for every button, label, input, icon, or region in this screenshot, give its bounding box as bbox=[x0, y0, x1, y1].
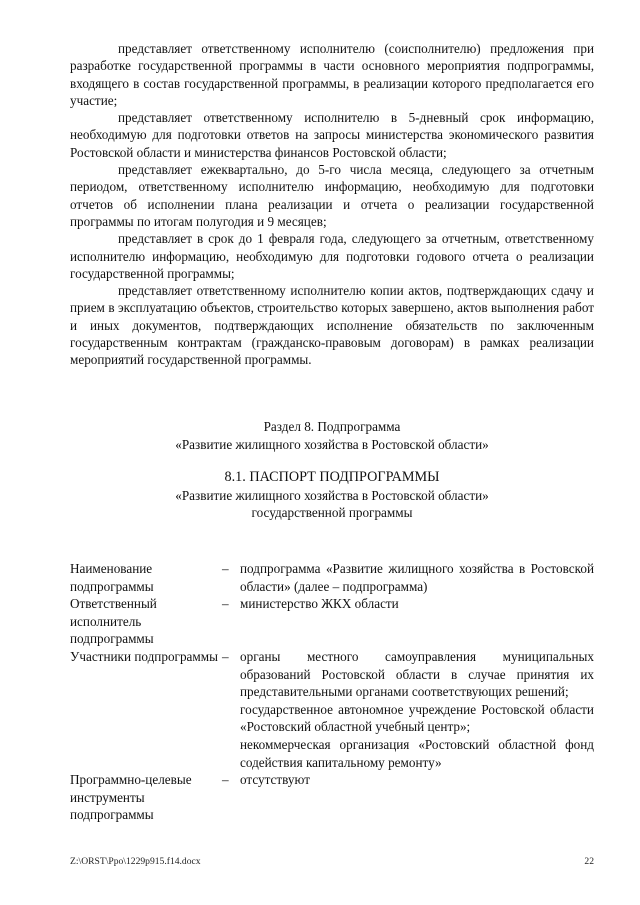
row-dash: – bbox=[222, 772, 229, 788]
section-subtitle: «Развитие жилищного хозяйства в Ростовской области» bbox=[175, 436, 489, 452]
passport-heading bbox=[70, 469, 594, 522]
page-number: 22 bbox=[584, 856, 594, 867]
passport-row bbox=[70, 595, 594, 648]
passport-subtitle: «Развитие жилищного хозяйства в Ростовской области» bbox=[175, 487, 489, 503]
paragraph: представляет ответственному исполнителю копии актов, подтверждающих сдачу и прием в эксплуатацию объектов, строительство которых завершено, актов выполнения работ и иных документов, подтверждающих исполнение обязательств по заключенным государственным контрактам (гражданско-правовым договорам) в рамках реализации мероприятий государственной программы. bbox=[70, 283, 594, 368]
section-heading bbox=[70, 418, 594, 453]
passport-row bbox=[70, 771, 594, 824]
row-dash: – bbox=[222, 596, 229, 612]
passport-table bbox=[70, 560, 594, 824]
row-value-line: государственное автономное учреждение Ростовской области «Ростовский областной учебный центр»; bbox=[240, 701, 594, 735]
row-value bbox=[240, 560, 594, 595]
passport-subtitle-2: государственной программы bbox=[251, 505, 413, 520]
paragraph: представляет ответственному исполнителю в 5-дневный срок информацию, необходимую для подготовки ответов на запросы министерства экономического развития Ростовской области и министерства финансов Ростовской области; bbox=[70, 110, 594, 160]
row-dash: – bbox=[222, 648, 229, 664]
passport-row bbox=[70, 560, 594, 595]
row-value bbox=[240, 648, 594, 771]
row-value-line: отсутствуют bbox=[240, 772, 310, 788]
row-value bbox=[240, 595, 594, 648]
row-label: Участники подпрограммы bbox=[70, 648, 218, 664]
row-value-line: органы местного самоуправления муниципальных образований Ростовской области в случае принятия их представительными органами соответствующих решений; bbox=[240, 648, 594, 700]
row-label: Наименование подпрограммы bbox=[70, 561, 154, 594]
row-label: Ответственный исполнитель подпрограммы bbox=[70, 596, 157, 647]
paragraph: представляет в срок до 1 февраля года, следующего за отчетным, ответственному исполнителю информацию, необходимую для подготовки годового отчета о реализации государственной программы; bbox=[70, 231, 594, 281]
row-value-line: министерство ЖКХ области bbox=[240, 596, 399, 612]
row-value-line: подпрограмма «Развитие жилищного хозяйства в Ростовской области» (далее – подпрограмма) bbox=[240, 561, 594, 594]
paragraph: представляет ежеквартально, до 5-го числа месяца, следующего за отчетным периодом, ответственному исполнителю информацию, необходимую для подготовки отчетов об исполнении плана реализации и отчета о реализации государственной программы по итогам полугодия и 9 месяцев; bbox=[70, 162, 594, 229]
body-text bbox=[70, 40, 594, 369]
row-value bbox=[240, 771, 594, 824]
page-footer bbox=[70, 856, 594, 867]
row-label: Программно-целевые инструменты подпрограммы bbox=[70, 772, 192, 823]
file-path: Z:\ORST\Ppo\1229p915.f14.docx bbox=[70, 856, 201, 867]
row-value-line: некоммерческая организация «Ростовский областной фонд содействия капитальному ремонту» bbox=[240, 736, 594, 770]
section-title: Раздел 8. Подпрограмма bbox=[263, 419, 401, 434]
paragraph: представляет ответственному исполнителю (соисполнителю) предложения при разработке государственной программы в части основного мероприятия подпрограммы, входящего в состав государственной программы, в реализации которого предполагается его участие; bbox=[70, 41, 594, 108]
passport-title: 8.1. ПАСПОРТ ПОДПРОГРАММЫ bbox=[224, 469, 440, 485]
passport-row bbox=[70, 648, 594, 771]
row-dash: – bbox=[222, 561, 229, 576]
